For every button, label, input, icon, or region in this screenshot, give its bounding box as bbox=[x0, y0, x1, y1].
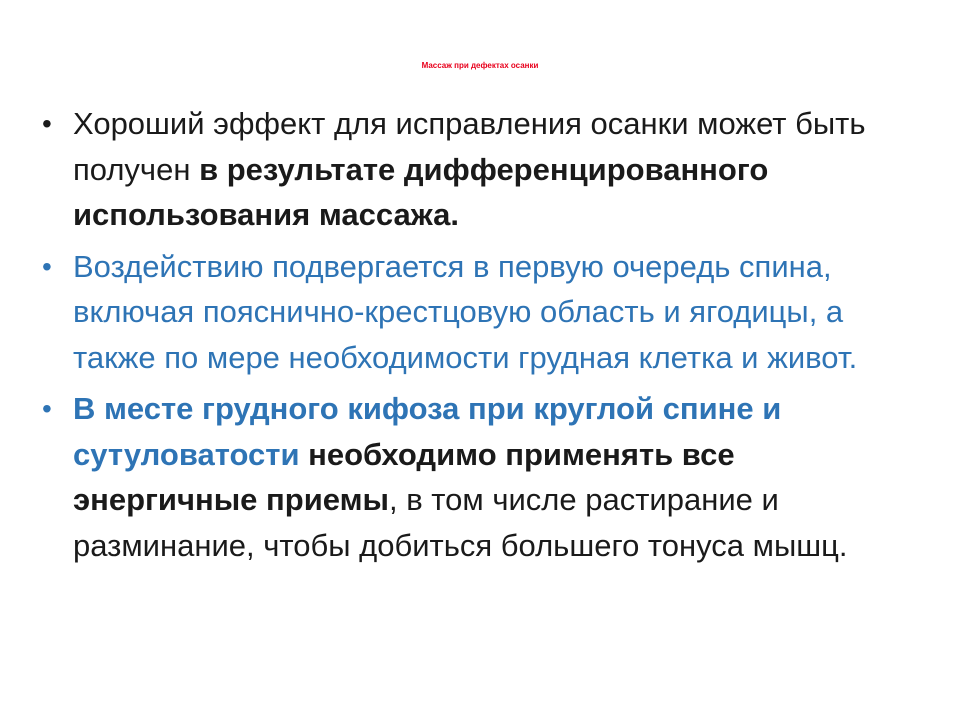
bullet-dot-icon: • bbox=[42, 108, 52, 139]
bullet-2-text: Воздействию подвергается в первую очередь спина, включая пояснично-крестцовую область и ягодицы, а также по мере необходимости грудная клетка и живот. bbox=[73, 248, 858, 375]
bullet-3-bold-text: необходимо применять все энергичные приемы bbox=[73, 436, 735, 517]
bullet-dot-icon: • bbox=[42, 250, 52, 282]
bullet-list bbox=[42, 101, 922, 574]
bullet-1-text: Хороший эффект для исправления осанки может быть получен bbox=[73, 106, 866, 187]
bullet-item-3 bbox=[42, 386, 922, 568]
bullet-1-bold-text: в результате дифференцированного использования массажа. bbox=[73, 151, 769, 232]
bullet-3-text: , в том числе растирание и разминание, чтобы добиться большего тонуса мышц. bbox=[73, 482, 848, 563]
bullet-dot-icon: • bbox=[42, 393, 52, 424]
slide-title: Массаж при дефектах осанки bbox=[421, 61, 539, 70]
bullet-item-2 bbox=[42, 244, 922, 381]
bullet-3-accent-text: В месте грудного кифоза при круглой спине и сутуловатости bbox=[73, 391, 782, 472]
bullet-item-1 bbox=[42, 101, 922, 238]
